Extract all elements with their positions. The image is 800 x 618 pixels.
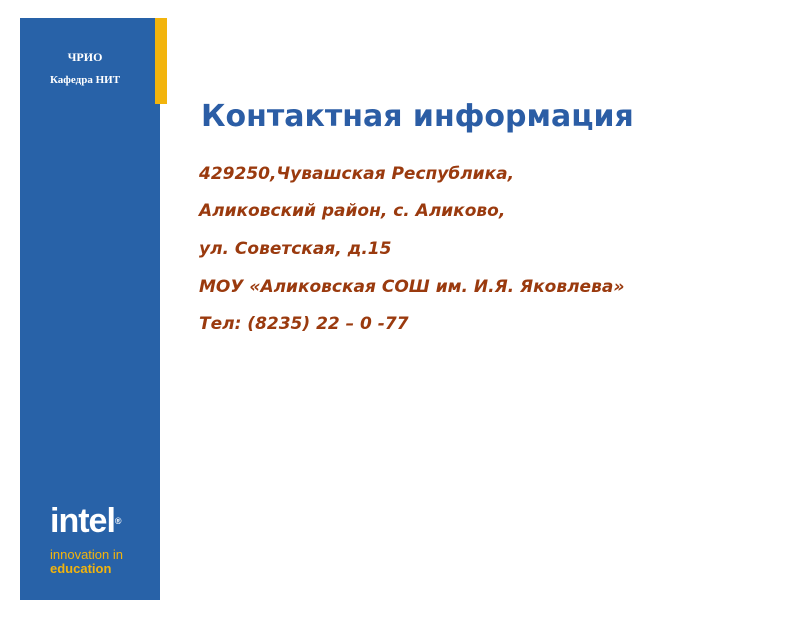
phone-line: Тел: (8235) 22 – 0 -77 (199, 314, 409, 334)
page-title: Контактная информация (201, 99, 634, 134)
logo-tagline-1: innovation in (50, 547, 123, 562)
logo-word-text: intel (50, 502, 115, 540)
intel-logo (50, 504, 123, 576)
school-line: МОУ «Аликовская СОШ им. И.Я. Яковлева» (199, 277, 625, 297)
department-name: Кафедра НИТ (49, 74, 121, 86)
accent-bar (155, 18, 167, 104)
address-line: 429250,Чувашская Республика, (199, 164, 515, 184)
district-line: Аликовский район, с. Аликово, (199, 201, 506, 221)
street-line: ул. Советская, д.15 (199, 239, 392, 259)
logo-wordmark (50, 504, 123, 538)
org-name: ЧРИО (67, 50, 103, 64)
logo-tagline-2: education (50, 561, 112, 576)
registered-mark: ® (114, 516, 121, 526)
